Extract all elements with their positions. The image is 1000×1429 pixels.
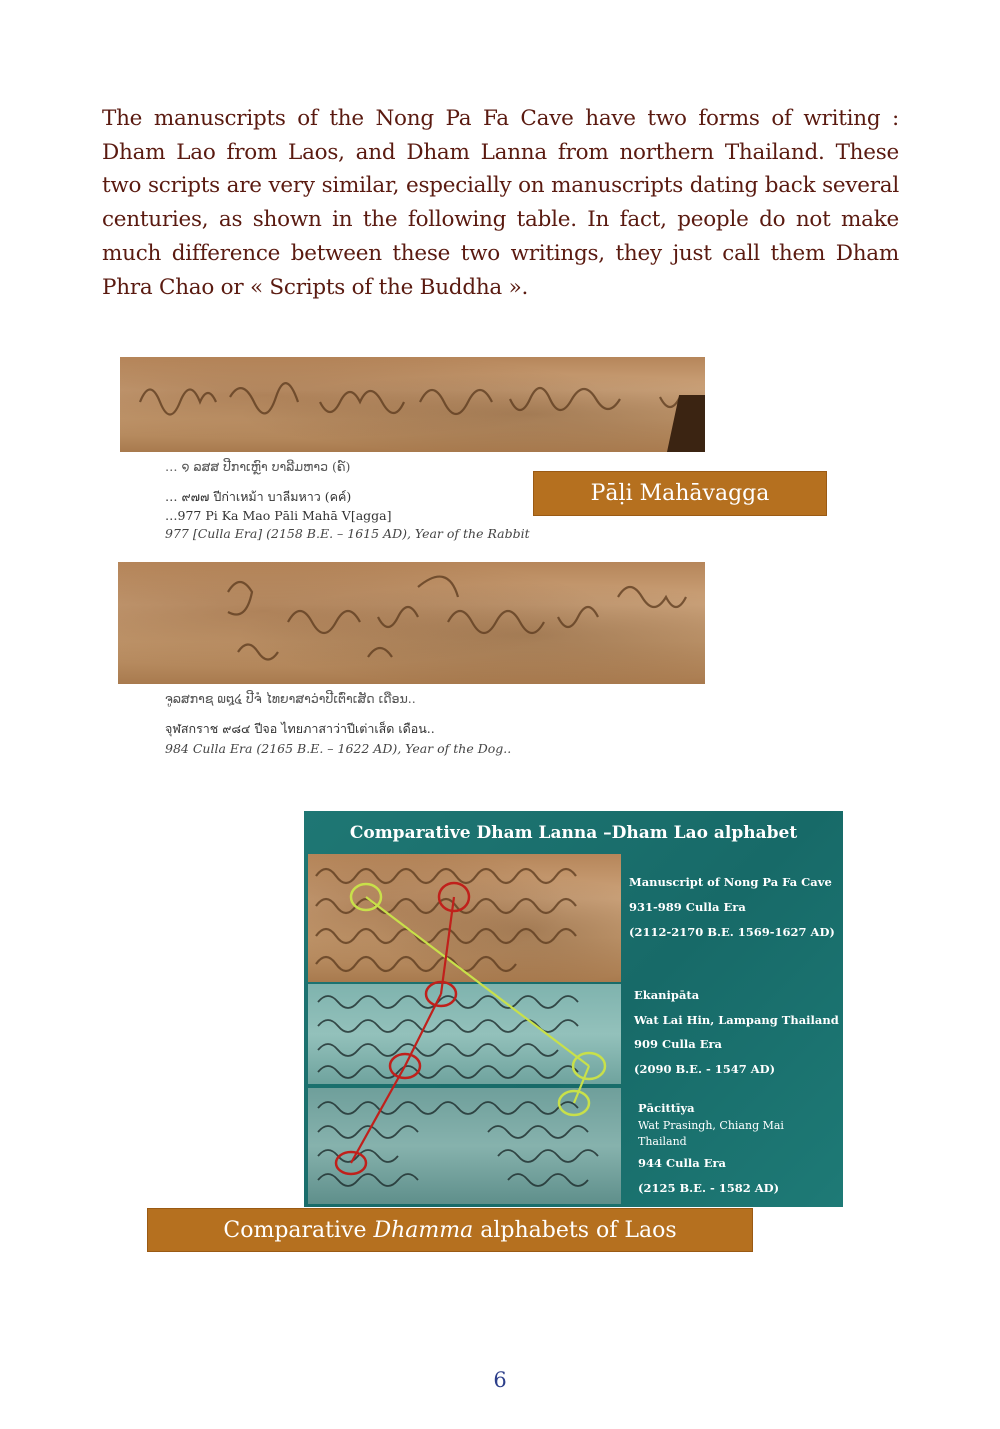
page-number: 6 [493, 1368, 507, 1392]
panel2-name: Ekanipāta [634, 988, 700, 1002]
fig2-date-line: 984 Culla Era (2165 B.E. – 1622 AD), Year of the Dog.. [165, 741, 512, 756]
banner-text [223, 1218, 676, 1243]
fig1-thai-line: … ๙๗๗ ปีก่าเหม้า บาลีมหาว (คค์) [165, 489, 352, 504]
fig2-script-line: ຈູລສກາຊ ໙໘໔ ປີຈໍ ໄທຍາສາວ່າປີເຕົ່າເສັດ ເດືອນ.. [165, 691, 416, 706]
panel1-name: Manuscript of Nong Pa Fa Cave [629, 875, 832, 889]
fig1-translit-line: …977 Pi Ka Mao Pāli Mahā V[agga] [165, 508, 392, 523]
pali-mahavagga-banner [533, 471, 827, 516]
red-connector-line-3 [351, 1066, 405, 1163]
panel3-name: Pācittīya [638, 1101, 695, 1115]
comparative-alphabet-figure [304, 811, 843, 1207]
leaf-script-strokes-2 [118, 562, 705, 684]
panel3-era: 944 Culla Era [638, 1156, 726, 1170]
panel2-era: 909 Culla Era [634, 1037, 722, 1051]
fig2-thai-line: จุฬสกราช ๙๘๔ ปีจอ ไทยภาสาว่าปีเต่าเส็ด เดือน.. [165, 721, 435, 736]
comparative-dhamma-banner [147, 1208, 753, 1252]
intro-paragraph: The manuscripts of the Nong Pa Fa Cave have two forms of writing : Dham Lao from Laos, and Dham Lanna from northern Thailand. These two scripts are very similar, especially on manuscripts dating back several centuries, as shown in the following table. In fact, people do not make much difference between these two writings, they just call them Dham Phra Chao or « Scripts of the Buddha ». [102, 106, 899, 300]
comparison-circles-overlay [304, 811, 843, 1207]
banner-italic: Dhamma [373, 1217, 474, 1243]
leaf-script-strokes [120, 357, 705, 452]
panel1-dates: (2112-2170 B.E. 1569-1627 AD) [629, 925, 835, 939]
banner-prefix: Comparative [223, 1217, 374, 1243]
manuscript-leaf-1977 [120, 357, 705, 452]
panel3-dates: (2125 B.E. - 1582 AD) [638, 1181, 780, 1195]
banner-suffix: alphabets of Laos [473, 1217, 677, 1243]
manuscript-leaf-1984 [118, 562, 705, 684]
fig1-script-line: … ໑ ລສສ ປີກາເຫຼົາ ບາລີມຫາວ (ຄ໌) [165, 459, 351, 474]
panel1-era: 931-989 Culla Era [629, 900, 746, 914]
panel2-dates: (2090 B.E. - 1547 AD) [634, 1062, 776, 1076]
green-connector-line [366, 897, 589, 1066]
pali-mahavagga-label: Pāḷi Mahāvagga [590, 481, 770, 506]
panel3-place-line2: Thailand [638, 1135, 687, 1148]
comparison-title: Comparative Dham Lanna –Dham Lao alphabet [349, 823, 798, 843]
fig1-date-line: 977 [Culla Era] (2158 B.E. – 1615 AD), Year of the Rabbit [165, 526, 530, 541]
panel3-place-line1: Wat Prasingh, Chiang Mai [638, 1119, 784, 1132]
panel2-place: Wat Lai Hin, Lampang Thailand [634, 1013, 839, 1027]
